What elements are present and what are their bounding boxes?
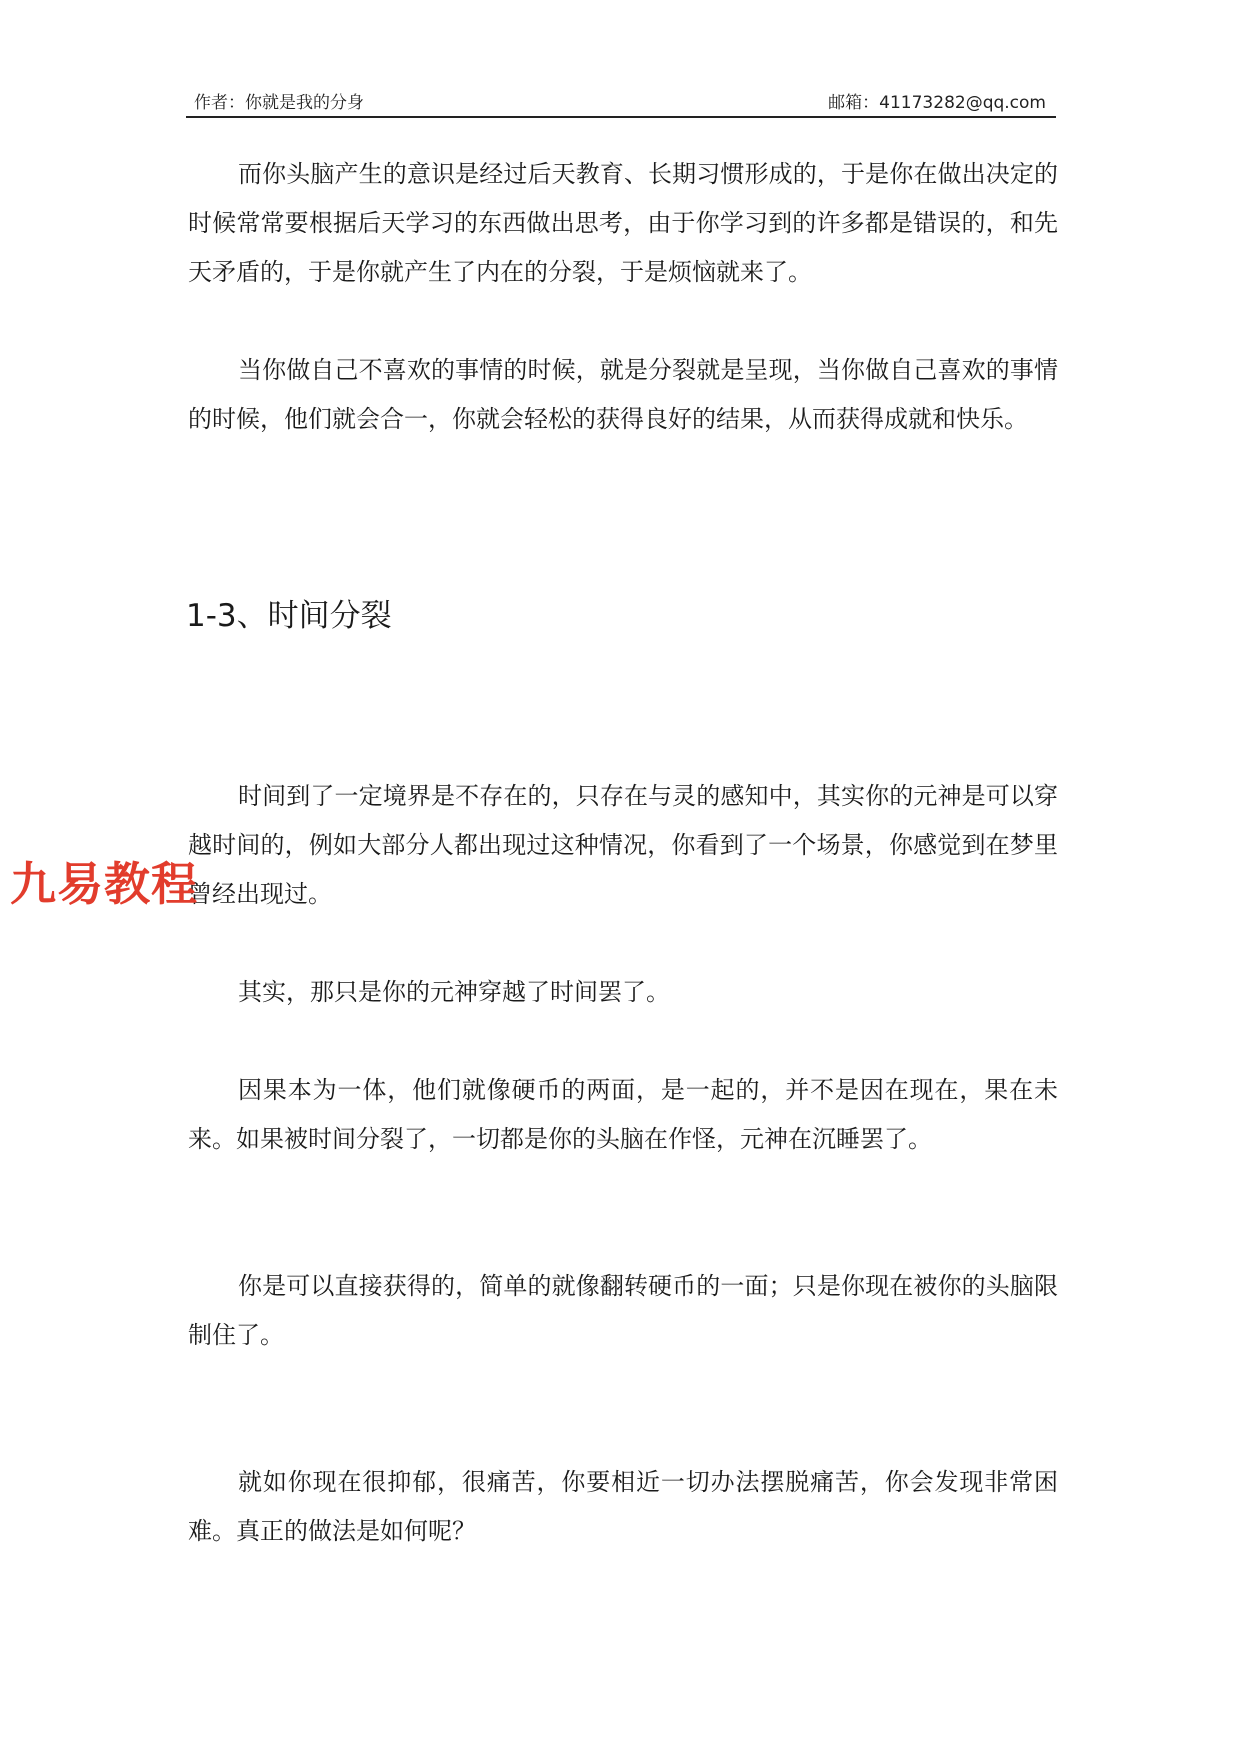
watermark-logo: 九易教程 xyxy=(10,857,198,911)
section-heading: 1-3、时间分裂 xyxy=(186,598,392,634)
header-author: 作者：你就是我的分身 xyxy=(194,93,364,113)
paragraph-4: 其实，那只是你的元神穿越了时间罢了。 xyxy=(238,978,670,1006)
paragraph-6: 你是可以直接获得的，简单的就像翻转硬币的一面；只是你现在被你的头脑限制住了。 xyxy=(188,1272,1058,1349)
paragraph-2: 当你做自己不喜欢的事情的时候，就是分裂就是呈现，当你做自己喜欢的事情的时候，他们就会合一，你就会轻松的获得良好的结果，从而获得成就和快乐。 xyxy=(188,356,1058,433)
paragraph-1: 而你头脑产生的意识是经过后天教育、长期习惯形成的，于是你在做出决定的时候常常要根据后天学习的东西做出思考，由于你学习到的许多都是错误的，和先天矛盾的，于是你就产生了内在的分裂，于是烦恼就来了。 xyxy=(188,160,1058,286)
paragraph-5: 因果本为一体，他们就像硬币的两面，是一起的，并不是因在现在，果在未来。如果被时间分裂了，一切都是你的头脑在作怪，元神在沉睡罢了。 xyxy=(188,1076,1058,1153)
page-header xyxy=(186,86,1056,118)
paragraph-3: 时间到了一定境界是不存在的，只存在与灵的感知中，其实你的元神是可以穿越时间的，例如大部分人都出现过这种情况，你看到了一个场景，你感觉到在梦里曾经出现过。 xyxy=(188,782,1058,908)
header-email: 邮箱：41173282@qq.com xyxy=(828,93,1046,113)
paragraph-7: 就如你现在很抑郁，很痛苦，你要相近一切办法摆脱痛苦，你会发现非常困难。真正的做法是如何呢？ xyxy=(188,1468,1058,1545)
